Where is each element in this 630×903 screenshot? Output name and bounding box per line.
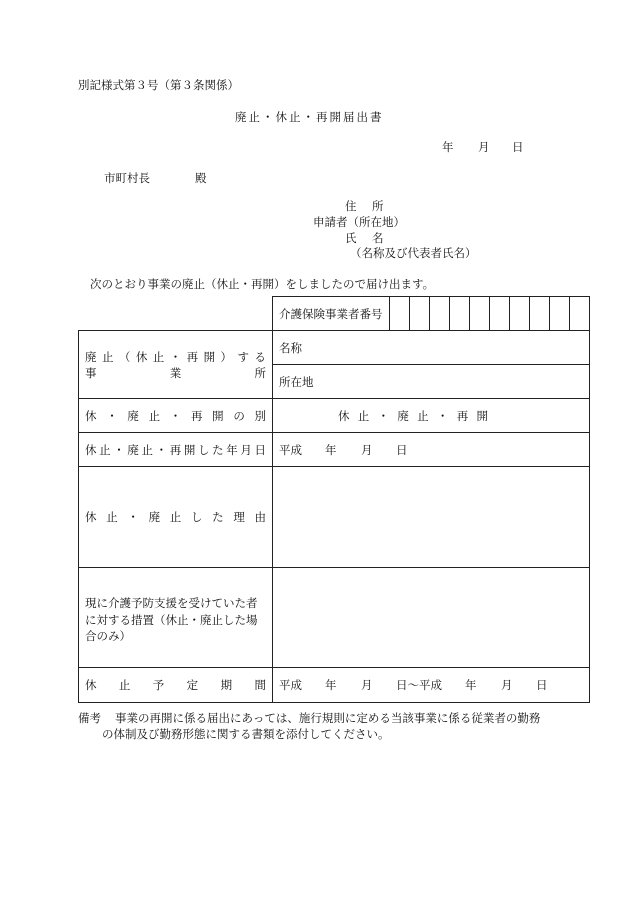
provider-number-digit[interactable]: [530, 297, 550, 331]
period-label: 休 止 予 定 期 間: [85, 678, 266, 692]
addressee-honorific: 殿: [195, 171, 207, 185]
period-value-cell[interactable]: [273, 668, 590, 703]
provider-number-digit[interactable]: [490, 297, 510, 331]
remarks-label: 備考: [78, 711, 101, 725]
intro-text: 次のとおり事業の廃止（休止・再開）をしましたので届け出ます。: [90, 277, 435, 291]
reason-label: 休 止 ・ 廃 止 し た 理 由: [85, 510, 266, 524]
period-start-month: 月: [361, 678, 373, 692]
period-start-year: 年: [325, 678, 337, 692]
date-year-label: 年: [442, 140, 454, 154]
date-day: 日: [396, 442, 408, 457]
period-start-day-to: 日〜平成: [396, 678, 442, 692]
date-value-cell[interactable]: [273, 433, 590, 467]
period-end-month: 月: [501, 678, 513, 692]
business-label-line1: 廃 止 （ 休 止 ・ 再 開 ） す る: [85, 349, 266, 364]
business-label-line2: 事 業 所: [85, 365, 266, 380]
business-name-row: [79, 331, 590, 365]
business-label-cell: [79, 331, 273, 399]
business-location-label: 所在地: [279, 374, 314, 389]
date-row: [79, 433, 590, 467]
form-number: 別記様式第３号（第３条関係）: [78, 78, 239, 92]
measures-row: [79, 568, 590, 668]
applicant-label: 申請者（所在地）: [313, 215, 405, 229]
remarks-line2: の体制及び勤務形態に関する書類を添付してください。: [102, 727, 390, 741]
provider-number-digit[interactable]: [570, 297, 590, 331]
period-end-day: 日: [536, 678, 548, 692]
provider-number-digit[interactable]: [410, 297, 430, 331]
measures-field[interactable]: [273, 568, 590, 668]
name-note: （名称及び代表者氏名）: [350, 246, 477, 260]
provider-number-row: [79, 297, 590, 331]
date-label-cell: [79, 433, 273, 467]
provider-number-digit[interactable]: [450, 297, 470, 331]
period-end-year: 年: [465, 678, 477, 692]
notification-table: [78, 296, 590, 703]
date-label: 休 止 ・ 廃 止 ・ 再 開 し た 年 月 日: [85, 442, 266, 457]
provider-number-digit[interactable]: [470, 297, 490, 331]
provider-number-label: 介護保険事業者番号: [273, 297, 390, 331]
date-day-label: 日: [512, 140, 524, 154]
reason-field[interactable]: [273, 467, 590, 568]
measures-label: 現に介護予防支援を受けていた者に対する措置（休止・廃止した場合のみ）: [85, 595, 258, 644]
period-row: [79, 668, 590, 703]
date-month-label: 月: [478, 140, 490, 154]
date-year: 年: [325, 442, 337, 457]
provider-number-digit[interactable]: [550, 297, 570, 331]
business-name-label: 名称: [279, 340, 302, 355]
addressee-name: 市町村長: [104, 171, 150, 185]
provider-number-digit[interactable]: [510, 297, 530, 331]
business-location-field[interactable]: [273, 365, 590, 399]
type-value-cell[interactable]: [273, 399, 590, 433]
address-label: 住 所: [345, 199, 386, 213]
remarks-line1: 事業の再開に係る届出にあっては、施行規則に定める当該事業に係る従業者の勤務: [115, 711, 541, 725]
type-label-cell: [79, 399, 273, 433]
type-label: 休 ・ 廃 止 ・ 再 開 の 別: [85, 408, 266, 423]
type-value: 休 止 ・ 廃 止 ・ 再 開: [338, 408, 488, 423]
period-label-cell: [79, 668, 273, 703]
reason-label-cell: [79, 467, 273, 568]
provider-number-digit[interactable]: [390, 297, 410, 331]
document-title: 廃止・休止・再開届出書: [235, 110, 384, 124]
date-era: 平成: [279, 442, 302, 457]
measures-label-cell: [79, 568, 273, 668]
business-name-field[interactable]: [273, 331, 590, 365]
type-row: [79, 399, 590, 433]
provider-number-digit[interactable]: [430, 297, 450, 331]
period-start-era: 平成: [279, 678, 302, 692]
name-label: 氏 名: [345, 231, 386, 245]
date-month: 月: [361, 442, 373, 457]
reason-row: [79, 467, 590, 568]
